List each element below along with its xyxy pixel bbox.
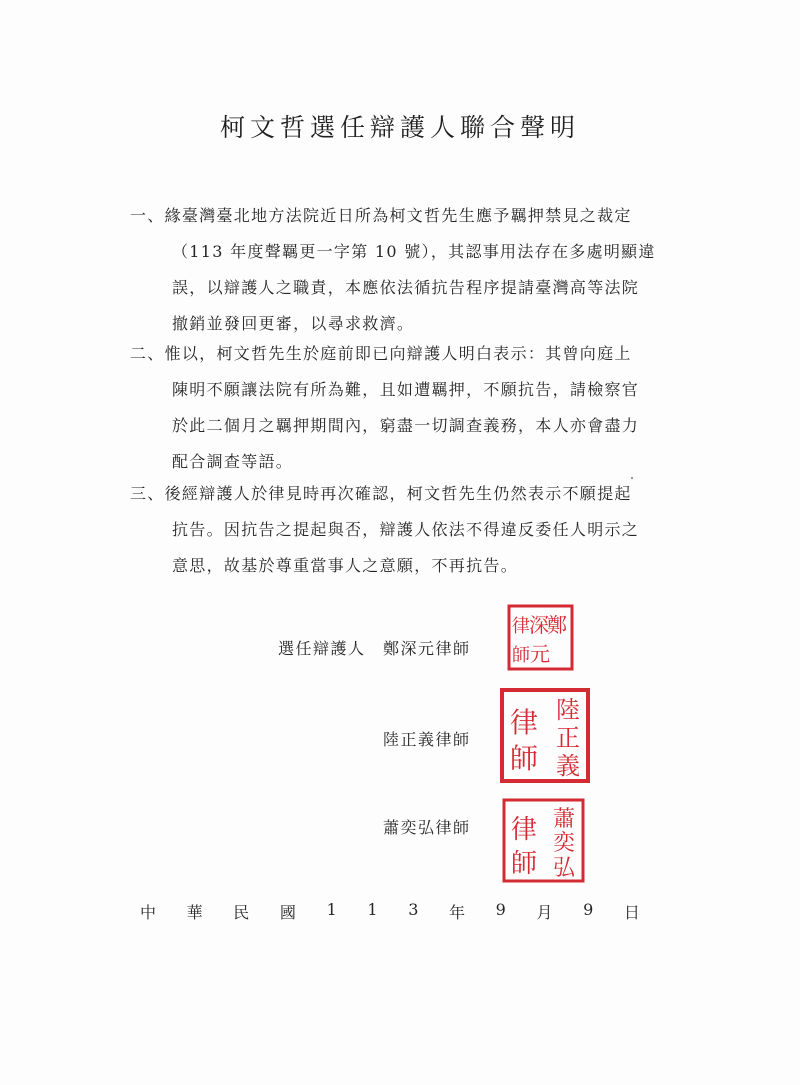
seal-char: 元: [530, 642, 550, 666]
seal-char: 深: [529, 613, 549, 637]
seal-char: 義: [556, 752, 580, 780]
paragraph-line: 陳明不願讓法院有所為難，且如遭羈押，不願抗告，請檢察官: [172, 380, 640, 399]
paragraph-3: [130, 476, 675, 584]
seal-xiao-yihong: [502, 798, 585, 883]
seal-char: 弘: [552, 856, 576, 881]
date-char: 華: [186, 903, 203, 922]
date-char: 月: [536, 903, 553, 922]
paragraph-line: 三、後經辯護人於律見時再次確認，柯文哲先生仍然表示不願提起: [130, 484, 632, 503]
seal-char: 師: [512, 645, 530, 666]
date-char: 民: [233, 903, 250, 922]
date-char: 9: [495, 900, 506, 919]
paragraph-line: 撤銷並發回更審，以尋求救濟。: [172, 314, 415, 333]
seal-char: 正: [556, 724, 580, 752]
signature-name-2: 陸正義律師: [383, 730, 471, 749]
signature-name-1: 鄭深元律師: [383, 639, 471, 658]
date-char: 國: [279, 903, 296, 922]
paragraph-line: 於此二個月之羈押期間內，窮盡一切調查義務，本人亦會盡力: [172, 416, 640, 435]
seal-char: 奕: [552, 831, 576, 856]
paragraph-2: [130, 336, 675, 480]
paragraph-1: [130, 198, 675, 342]
seal-char: 鄭: [547, 613, 567, 637]
seal-lu-zhengyi: [500, 688, 590, 783]
seal-char: 師: [509, 742, 539, 775]
seal-char: 蕭: [552, 807, 576, 832]
seal-char: 律: [510, 815, 538, 845]
date-char: 中: [140, 903, 157, 922]
speck-mark: [631, 477, 633, 479]
paragraph-line: （113 年度聲羈更一字第 10 號），其認事用法存在多處明顯違: [172, 242, 656, 261]
signature-role-label: 選任辯護人: [278, 639, 366, 658]
seal-char: 律: [512, 616, 530, 637]
paragraph-line: 配合調查等語。: [172, 452, 294, 471]
paragraph-line: 抗告。因抗告之提起與否，辯護人依法不得違反委任人明示之: [172, 520, 640, 539]
seal-char: 師: [510, 849, 538, 879]
seal-char: 陸: [556, 696, 580, 724]
paragraph-line: 意思，故基於尊重當事人之意願，不再抗告。: [172, 556, 519, 575]
seal-zheng-shenyuan: [507, 604, 574, 671]
date-char: 9: [583, 900, 594, 919]
paragraph-line: 一、緣臺灣臺北地方法院近日所為柯文哲先生應予羈押禁見之裁定: [130, 206, 632, 225]
document-date: [140, 900, 640, 923]
date-char: 3: [408, 900, 419, 919]
paragraph-line: 誤，以辯護人之職責，本應依法循抗告程序提請臺灣高等法院: [172, 278, 640, 297]
date-char: 年: [449, 903, 466, 922]
paragraph-line: 二、惟以，柯文哲先生於庭前即已向辯護人明白表示：其曾向庭上: [130, 344, 632, 363]
seal-char: 律: [509, 706, 539, 739]
document-title: 柯文哲選任辯護人聯合聲明: [219, 113, 580, 142]
date-char: 1: [367, 900, 378, 919]
date-char: 1: [326, 900, 337, 919]
signature-name-3: 蕭奕弘律師: [383, 818, 471, 837]
date-char: 日: [623, 903, 640, 922]
